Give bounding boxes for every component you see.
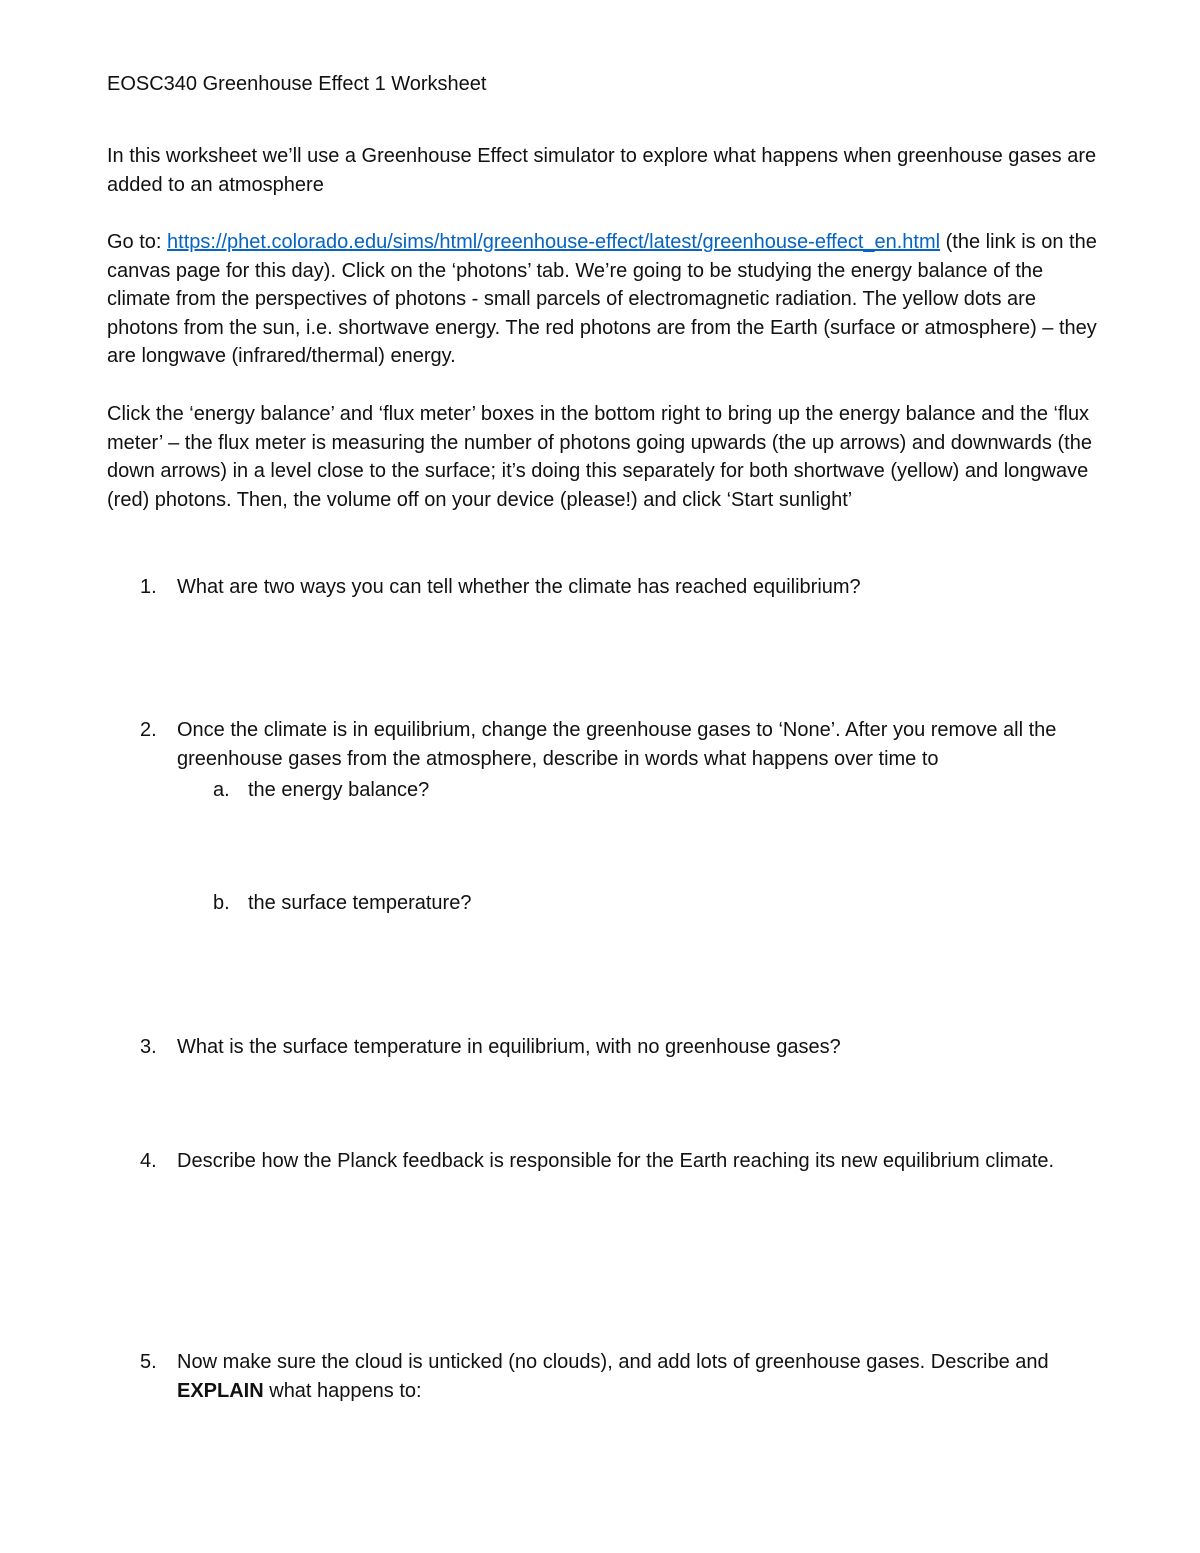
- question-2a: [107, 776, 1007, 805]
- intro-paragraph: In this worksheet we’ll use a Greenhouse Effect simulator to explore what happens when greenhouse gases are added to an atmosphere: [107, 145, 1097, 196]
- subquestion-text: the energy balance?: [248, 779, 430, 801]
- goto-description: (the link is on the canvas page for this day). Click on the ‘photons’ tab. We’re going to be studying the energy balance of the climate from the perspectives of photons - small parcels of electromagnetic radiation. The yellow dots are photons from the sun, i.e. shortwave energy. The red photons are from the Earth (surface or atmosphere) – they are longwave (infrared/thermal) energy.: [107, 231, 1097, 368]
- worksheet-title: EOSC340 Greenhouse Effect 1 Worksheet: [107, 73, 487, 95]
- instructions-paragraph: Click the ‘energy balance’ and ‘flux meter’ boxes in the bottom right to bring up the energy balance and the ‘flux meter’ – the flux meter is measuring the number of photons going upwards (the up arrows) and downwards (the down arrows) in a level close to the surface; it’s doing this separately for both shortwave (yellow) and longwave (red) photons. Then, the volume off on your device (please!) and click ‘Start sunlight’: [107, 403, 1092, 511]
- emphasis-explain: EXPLAIN: [177, 1379, 264, 1402]
- question-5: [107, 1348, 1107, 1405]
- question-2: [107, 716, 1107, 773]
- subquestion-text: the surface temperature?: [248, 892, 472, 914]
- question-2b: [107, 889, 1007, 918]
- question-1: [107, 573, 1107, 602]
- question-number: 4.: [140, 1150, 157, 1172]
- question-number: 1.: [140, 576, 157, 598]
- subquestion-letter: b.: [213, 892, 230, 914]
- subquestion-letter: a.: [213, 779, 230, 801]
- question-number: 2.: [140, 719, 157, 741]
- goto-paragraph: [107, 228, 1097, 371]
- question-text: What is the surface temperature in equilibrium, with no greenhouse gases?: [177, 1036, 841, 1058]
- question-number: 3.: [140, 1036, 157, 1058]
- goto-prefix: Go to:: [107, 231, 168, 253]
- question-text: [177, 1348, 1107, 1405]
- question-text: Describe how the Planck feedback is responsible for the Earth reaching its new equilibrium climate.: [177, 1150, 1055, 1172]
- question-text-start: Now make sure the cloud is unticked (no clouds), and add lots of greenhouse gases. Describe and: [177, 1351, 1049, 1373]
- question-3: [107, 1033, 1107, 1062]
- question-text: Once the climate is in equilibrium, change the greenhouse gases to ‘None’. After you remove all the greenhouse gases from the atmosphere, describe in words what happens over time to: [177, 719, 1057, 770]
- question-text: What are two ways you can tell whether the climate has reached equilibrium?: [177, 576, 861, 598]
- simulator-link[interactable]: https://phet.colorado.edu/sims/html/greenhouse-effect/latest/greenhouse-effect_en.html: [167, 231, 941, 253]
- question-text-end: what happens to:: [263, 1379, 422, 1402]
- question-4: [107, 1147, 1107, 1176]
- question-number: 5.: [140, 1351, 157, 1373]
